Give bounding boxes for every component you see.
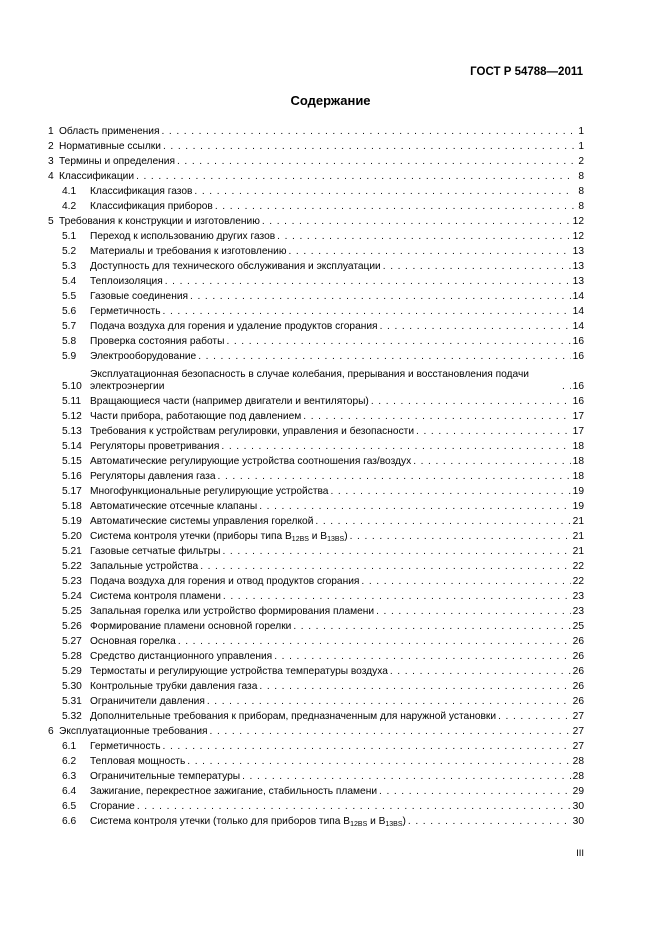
toc-entry[interactable]: [48, 649, 584, 664]
toc-entry-number: 5.27: [62, 636, 82, 647]
toc-entry-title: Теплоизоляция: [90, 276, 163, 287]
toc-entry[interactable]: [48, 799, 584, 814]
toc-entry-number: 3: [48, 156, 54, 167]
toc-entry-title: Автоматические системы управления горелкой: [90, 516, 314, 527]
toc-dot-leader: [383, 259, 571, 274]
toc-entry[interactable]: [48, 814, 584, 829]
toc-entry[interactable]: [48, 754, 584, 769]
toc-entry-title: Система контроля утечки (приборы типа $B_{12BS}$ и $B_{13BS}$): [90, 531, 348, 543]
toc-entry[interactable]: [48, 229, 584, 244]
toc-entry[interactable]: [48, 529, 584, 544]
toc-entry[interactable]: [48, 574, 584, 589]
toc-entry[interactable]: [48, 409, 584, 424]
toc-dot-leader: [371, 394, 571, 409]
toc-dot-leader: [165, 274, 571, 289]
toc-entry[interactable]: [48, 394, 584, 409]
toc-entry-page: 21: [572, 546, 584, 557]
toc-entry-title: Запальные устройства: [90, 561, 199, 572]
toc-entry-title: Классификация газов: [90, 186, 193, 197]
toc-entry-page: 21: [572, 531, 584, 542]
toc-entry-title: Область применения: [59, 126, 160, 137]
toc-entry-number: 5.32: [62, 711, 82, 722]
toc-entry-number: 1: [48, 126, 54, 137]
toc-entry[interactable]: [48, 499, 584, 514]
toc-entry-page: 22: [572, 576, 584, 587]
toc-entry-title: Газовые соединения: [90, 291, 189, 302]
toc-entry-page: 16: [572, 336, 584, 347]
toc-entry-number: 5.29: [62, 666, 82, 677]
toc-dot-leader: [259, 679, 570, 694]
toc-entry[interactable]: [48, 709, 584, 724]
toc-dot-leader: [210, 724, 571, 739]
toc-dot-leader: [293, 619, 570, 634]
toc-entry[interactable]: [48, 589, 584, 604]
toc-entry[interactable]: [48, 694, 584, 709]
toc-entry-title: Автоматические отсечные клапаны: [90, 501, 258, 512]
toc-entry-title: Термины и определения: [59, 156, 175, 167]
toc-entry[interactable]: [48, 124, 584, 139]
toc-entry-title: Классификации: [59, 171, 135, 182]
toc-entry-page: 8: [578, 186, 584, 197]
toc-entry-page: 13: [572, 276, 584, 287]
toc-entry-title: Регуляторы давления газа: [90, 471, 216, 482]
toc-entry-number: 5.11: [62, 396, 82, 407]
toc-entry-page: 12: [572, 231, 584, 242]
toc-entry-number: 5: [48, 216, 54, 227]
toc-entry-page: 13: [572, 246, 584, 257]
toc-entry-page: 17: [572, 411, 584, 422]
toc-entry-page: 23: [572, 606, 584, 617]
toc-entry-number: 5.18: [62, 501, 82, 512]
toc-dot-leader: [207, 694, 571, 709]
toc-entry-title: Основная горелка: [90, 636, 176, 647]
toc-entry-page: 21: [572, 516, 584, 527]
toc-entry[interactable]: [48, 679, 584, 694]
toc-entry[interactable]: [48, 319, 584, 334]
toc-dot-leader: [161, 124, 574, 139]
toc-entry-number: 5.23: [62, 576, 82, 587]
toc-entry-number: 5.1: [62, 231, 77, 242]
toc-entry-number: 5.2: [62, 246, 77, 257]
toc-dot-leader: [222, 544, 570, 559]
toc-entry-page: 18: [572, 456, 584, 467]
toc-entry-number: 5.24: [62, 591, 82, 602]
toc-entry-title: Формирование пламени основной горелки: [90, 621, 292, 632]
toc-entry-page: 8: [578, 201, 584, 212]
toc-entry-number: 5.6: [62, 306, 77, 317]
page-title: Содержание: [290, 93, 371, 108]
toc-entry-number: 5.5: [62, 291, 77, 302]
toc-dot-leader: [380, 319, 571, 334]
table-of-contents: [48, 124, 584, 829]
page-number: III: [576, 848, 584, 859]
toc-entry-title: Подача воздуха для горения и отвод продуктов сгорания: [90, 576, 360, 587]
toc-entry-page: 26: [572, 666, 584, 677]
toc-dot-leader: [390, 664, 571, 679]
toc-entry-number: 6.3: [62, 771, 77, 782]
toc-entry-page: 22: [572, 561, 584, 572]
toc-entry-page: 17: [572, 426, 584, 437]
toc-entry[interactable]: [48, 559, 584, 574]
toc-dot-leader: [190, 289, 571, 304]
toc-entry[interactable]: [48, 604, 584, 619]
toc-dot-leader: [408, 814, 571, 829]
toc-dot-leader: [416, 424, 571, 439]
document-header: ГОСТ Р 54788—2011: [470, 66, 583, 78]
toc-entry-title: Герметичность: [90, 741, 161, 752]
toc-entry[interactable]: [48, 349, 584, 364]
toc-entry-title: Контрольные трубки давления газа: [90, 681, 258, 692]
toc-entry-number: 5.9: [62, 351, 77, 362]
toc-dot-leader: [178, 634, 571, 649]
toc-entry[interactable]: [48, 724, 584, 739]
toc-entry-number: 5.21: [62, 546, 82, 557]
toc-entry-page: 2: [578, 156, 584, 167]
toc-dot-leader: [221, 439, 570, 454]
toc-entry-page: 26: [572, 651, 584, 662]
toc-entry[interactable]: [48, 199, 584, 214]
toc-entry-title: Газовые сетчатые фильтры: [90, 546, 221, 557]
toc-entry-title: Дополнительные требования к приборам, предназначенным для наружной установки: [90, 711, 497, 722]
toc-entry[interactable]: [48, 484, 584, 499]
toc-entry[interactable]: [48, 469, 584, 484]
toc-dot-leader: [177, 154, 574, 169]
toc-entry-page: 16: [572, 351, 584, 362]
toc-entry-title: Тепловая мощность: [90, 756, 186, 767]
toc-dot-leader: [198, 349, 570, 364]
toc-entry-title: Система контроля пламени: [90, 591, 221, 602]
toc-entry-number: 5.3: [62, 261, 77, 272]
toc-entry-page: 19: [572, 486, 584, 497]
toc-entry-page: 30: [572, 816, 584, 827]
toc-entry-page: 28: [572, 756, 584, 767]
toc-entry-title: Доступность для технического обслуживания и эксплуатации: [90, 261, 381, 272]
toc-dot-leader: [137, 799, 571, 814]
toc-entry-page: 26: [572, 636, 584, 647]
toc-entry-title: Автоматические регулирующие устройства соотношения газ/воздух: [90, 456, 412, 467]
toc-entry-page: 1: [578, 141, 584, 152]
toc-entry-page: 26: [572, 681, 584, 692]
toc-entry-page: 16: [572, 396, 584, 407]
toc-dot-leader: [262, 214, 571, 229]
toc-dot-leader: [259, 499, 570, 514]
toc-dot-leader: [288, 244, 570, 259]
toc-entry-number: 5.22: [62, 561, 82, 572]
toc-entry-page: 18: [572, 471, 584, 482]
toc-entry-number: 5.10: [62, 381, 82, 392]
toc-entry-page: 1: [578, 126, 584, 137]
toc-entry-number: 5.8: [62, 336, 77, 347]
toc-dot-leader: [413, 454, 570, 469]
toc-entry[interactable]: [48, 184, 584, 199]
toc-entry-page: 8: [578, 171, 584, 182]
toc-entry-page: 12: [572, 216, 584, 227]
toc-dot-leader: [315, 514, 570, 529]
toc-entry-page: 19: [572, 501, 584, 512]
toc-entry-title: Зажигание, перекрестное зажигание, стабильность пламени: [90, 786, 378, 797]
toc-dot-leader: [350, 529, 571, 544]
toc-dot-leader: [330, 484, 570, 499]
toc-entry-title: Ограничители давления: [90, 696, 205, 707]
toc-entry[interactable]: [48, 544, 584, 559]
toc-entry[interactable]: [48, 424, 584, 439]
toc-entry-number: 5.13: [62, 426, 82, 437]
toc-entry-number: 6.5: [62, 801, 77, 812]
toc-entry-title: Нормативные ссылки: [59, 141, 161, 152]
toc-entry-page: 14: [572, 291, 584, 302]
toc-entry-page: 27: [572, 726, 584, 737]
toc-dot-leader: [163, 739, 571, 754]
toc-entry-number: 5.25: [62, 606, 82, 617]
toc-dot-leader: [498, 709, 571, 724]
toc-dot-leader: [274, 649, 570, 664]
toc-entry-number: 5.17: [62, 486, 82, 497]
toc-dot-leader: [223, 589, 571, 604]
toc-dot-leader: [163, 139, 574, 154]
toc-dot-leader: [242, 769, 571, 784]
toc-entry-title: Герметичность: [90, 306, 161, 317]
toc-entry[interactable]: [48, 664, 584, 679]
toc-entry-title: Требования к конструкции и изготовлению: [59, 216, 260, 227]
toc-entry-number: 6: [48, 726, 54, 737]
toc-entry[interactable]: [48, 304, 584, 319]
toc-entry[interactable]: [48, 289, 584, 304]
toc-dot-leader: [562, 379, 571, 394]
toc-entry[interactable]: [48, 169, 584, 184]
toc-entry-page: 14: [572, 321, 584, 332]
toc-entry-page: 23: [572, 591, 584, 602]
toc-entry[interactable]: [48, 769, 584, 784]
toc-entry[interactable]: [48, 364, 584, 394]
toc-dot-leader: [379, 784, 571, 799]
toc-entry-title: Подача воздуха для горения и удаление продуктов сгорания: [90, 321, 378, 332]
toc-entry[interactable]: [48, 274, 584, 289]
toc-entry-number: 4.2: [62, 201, 77, 212]
toc-dot-leader: [194, 184, 574, 199]
toc-entry-number: 5.16: [62, 471, 82, 482]
toc-entry[interactable]: [48, 439, 584, 454]
toc-entry-title: Материалы и требования к изготовлению: [90, 246, 287, 257]
toc-entry[interactable]: [48, 334, 584, 349]
toc-entry-number: 5.4: [62, 276, 77, 287]
toc-entry-page: 25: [572, 621, 584, 632]
toc-entry-number: 5.14: [62, 441, 82, 452]
toc-dot-leader: [218, 469, 571, 484]
toc-entry-page: 29: [572, 786, 584, 797]
toc-entry-page: 18: [572, 441, 584, 452]
toc-entry-title: Эксплуатационная безопасность в случае колебания, прерывания и восстановления подачи электроэнергии: [90, 369, 529, 392]
toc-dot-leader: [376, 604, 571, 619]
toc-entry-number: 4: [48, 171, 54, 182]
toc-entry-number: 4.1: [62, 186, 77, 197]
toc-entry-title: Запальная горелка или устройство формирования пламени: [90, 606, 375, 617]
toc-dot-leader: [226, 334, 570, 349]
toc-entry-number: 5.12: [62, 411, 82, 422]
toc-entry-number: 6.6: [62, 816, 77, 827]
toc-entry-page: 27: [572, 741, 584, 752]
toc-entry-title: Средство дистанционного управления: [90, 651, 273, 662]
toc-entry-number: 5.20: [62, 531, 82, 542]
toc-entry-title: Классификация приборов: [90, 201, 213, 212]
toc-entry[interactable]: [48, 634, 584, 649]
toc-dot-leader: [215, 199, 574, 214]
toc-entry[interactable]: [48, 154, 584, 169]
toc-dot-leader: [277, 229, 571, 244]
toc-entry-title: Части прибора, работающие под давлением: [90, 411, 302, 422]
toc-entry-title: Сгорание: [90, 801, 135, 812]
toc-entry[interactable]: [48, 784, 584, 799]
toc-dot-leader: [361, 574, 570, 589]
toc-entry-number: 5.28: [62, 651, 82, 662]
toc-dot-leader: [200, 559, 570, 574]
toc-entry-title: Эксплуатационные требования: [59, 726, 208, 737]
toc-entry-title: Термостаты и регулирующие устройства температуры воздуха: [90, 666, 388, 677]
toc-entry[interactable]: [48, 214, 584, 229]
toc-entry-number: 5.7: [62, 321, 77, 332]
toc-entry-title: Многофункциональные регулирующие устройства: [90, 486, 329, 497]
toc-entry-page: 16: [572, 381, 584, 392]
toc-entry-number: 5.19: [62, 516, 82, 527]
toc-entry-title: Проверка состояния работы: [90, 336, 225, 347]
toc-entry-page: 13: [572, 261, 584, 272]
toc-entry-page: 28: [572, 771, 584, 782]
toc-entry-page: 14: [572, 306, 584, 317]
toc-entry[interactable]: [48, 139, 584, 154]
toc-dot-leader: [187, 754, 570, 769]
toc-entry[interactable]: [48, 619, 584, 634]
toc-dot-leader: [163, 304, 571, 319]
toc-entry[interactable]: [48, 514, 584, 529]
toc-entry-page: 26: [572, 696, 584, 707]
toc-entry-title: Система контроля утечки (только для приборов типа $B_{12BS}$ и $B_{13BS}$): [90, 816, 406, 828]
toc-entry-title: Вращающиеся части (например двигатели и вентиляторы): [90, 396, 369, 407]
toc-entry-number: 6.4: [62, 786, 77, 797]
toc-entry-page: 27: [572, 711, 584, 722]
toc-entry-number: 2: [48, 141, 54, 152]
toc-entry-title: Ограничительные температуры: [90, 771, 241, 782]
toc-entry[interactable]: [48, 259, 584, 274]
toc-dot-leader: [136, 169, 574, 184]
toc-dot-leader: [303, 409, 570, 424]
toc-entry-number: 6.2: [62, 756, 77, 767]
toc-entry-title: Переход к использованию других газов: [90, 231, 276, 242]
toc-entry[interactable]: [48, 454, 584, 469]
toc-entry-number: 5.31: [62, 696, 82, 707]
toc-entry-number: 5.26: [62, 621, 82, 632]
toc-entry-page: 30: [572, 801, 584, 812]
toc-entry-title: Электрооборудование: [90, 351, 197, 362]
toc-entry[interactable]: [48, 244, 584, 259]
toc-entry[interactable]: [48, 739, 584, 754]
toc-entry-number: 6.1: [62, 741, 77, 752]
toc-entry-title: Регуляторы проветривания: [90, 441, 220, 452]
toc-entry-number: 5.15: [62, 456, 82, 467]
toc-entry-number: 5.30: [62, 681, 82, 692]
toc-entry-title: Требования к устройствам регулировки, управления и безопасности: [90, 426, 415, 437]
